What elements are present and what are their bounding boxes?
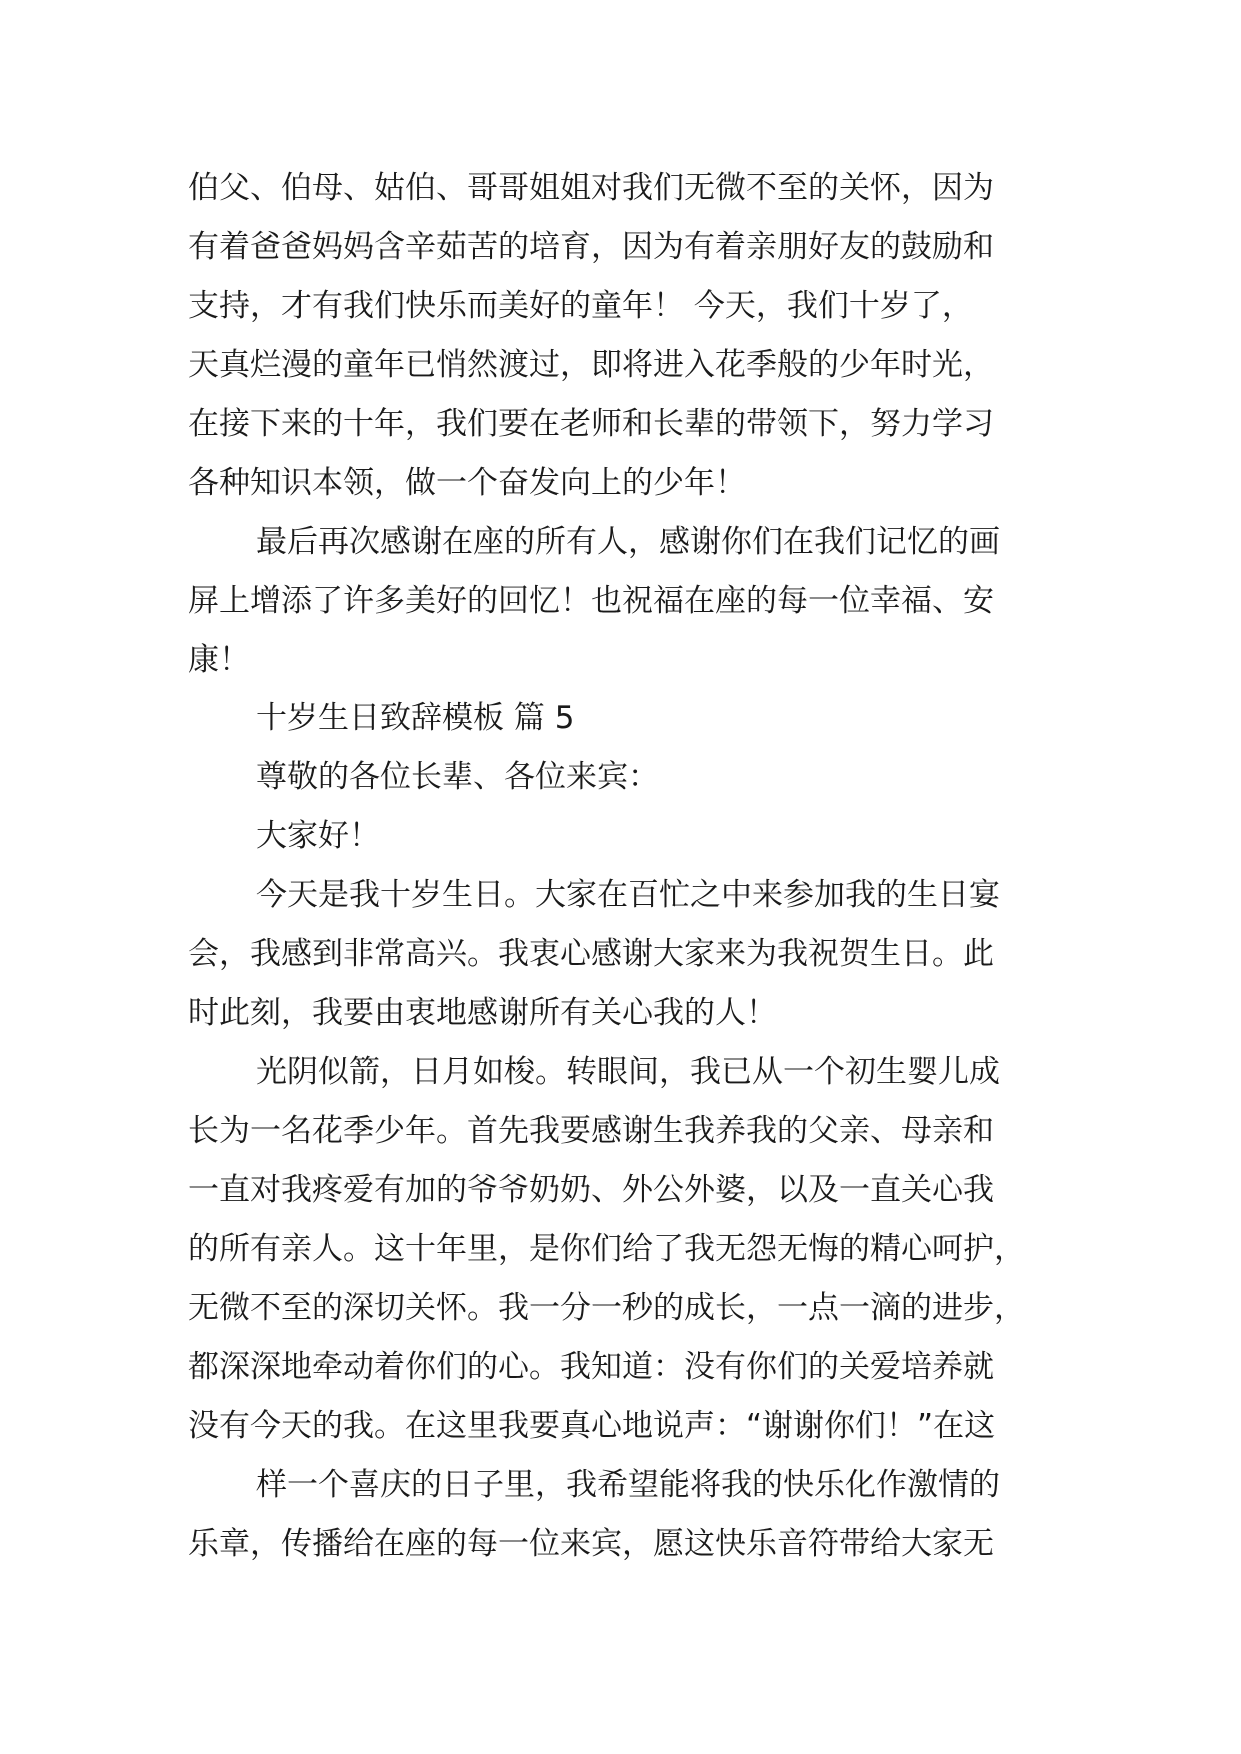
text-line: 的所有亲人。这十年里，是你们给了我无怨无悔的精心呵护， [188,1231,1025,1267]
text-line: 伯父、伯母、姑伯、哥哥姐姐对我们无微不至的关怀，因为 [188,170,994,206]
text-line: 在接下来的十年，我们要在老师和长辈的带领下，努力学习 [188,406,994,442]
text-line: 一直对我疼爱有加的爷爷奶奶、外公外婆，以及一直关心我 [188,1172,994,1208]
text-line: 支持，才有我们快乐而美好的童年！ 今天，我们十岁了， [188,288,973,324]
text-line: 长为一名花季少年。首先我要感谢生我养我的父亲、母亲和 [188,1113,994,1149]
text-line: 屏上增添了许多美好的回忆！也祝福在座的每一位幸福、安 [188,583,994,619]
salutation: 尊敬的各位长辈、各位来宾： [256,759,659,795]
text-line: 无微不至的深切关怀。我一分一秒的成长，一点一滴的进步， [188,1290,1025,1326]
text-line: 时此刻，我要由衷地感谢所有关心我的人！ [188,995,777,1031]
text-line: 样一个喜庆的日子里，我希望能将我的快乐化作激情的 [256,1467,1000,1503]
text-line: 有着爸爸妈妈含辛茹苦的培育，因为有着亲朋好友的鼓励和 [188,229,994,265]
text-line: 今天是我十岁生日。大家在百忙之中来参加我的生日宴 [256,877,1000,913]
text-line: 没有今天的我。在这里我要真心地说声：“谢谢你们！”在这 [188,1408,996,1444]
greeting: 大家好！ [256,818,380,854]
section-heading: 十岁生日致辞模板 篇 5 [256,700,575,736]
text-line: 会，我感到非常高兴。我衷心感谢大家来为我祝贺生日。此 [188,936,994,972]
text-line: 都深深地牵动着你们的心。我知道：没有你们的关爱培养就 [188,1349,994,1385]
text-line: 天真烂漫的童年已悄然渡过，即将进入花季般的少年时光， [188,347,994,383]
text-line: 最后再次感谢在座的所有人，感谢你们在我们记忆的画 [256,524,1000,560]
text-line: 各种知识本领，做一个奋发向上的少年！ [188,465,746,501]
text-line: 康！ [188,642,250,678]
text-line: 乐章，传播给在座的每一位来宾，愿这快乐音符带给大家无 [188,1526,994,1562]
text-line: 光阴似箭，日月如梭。转眼间，我已从一个初生婴儿成 [256,1054,1000,1090]
